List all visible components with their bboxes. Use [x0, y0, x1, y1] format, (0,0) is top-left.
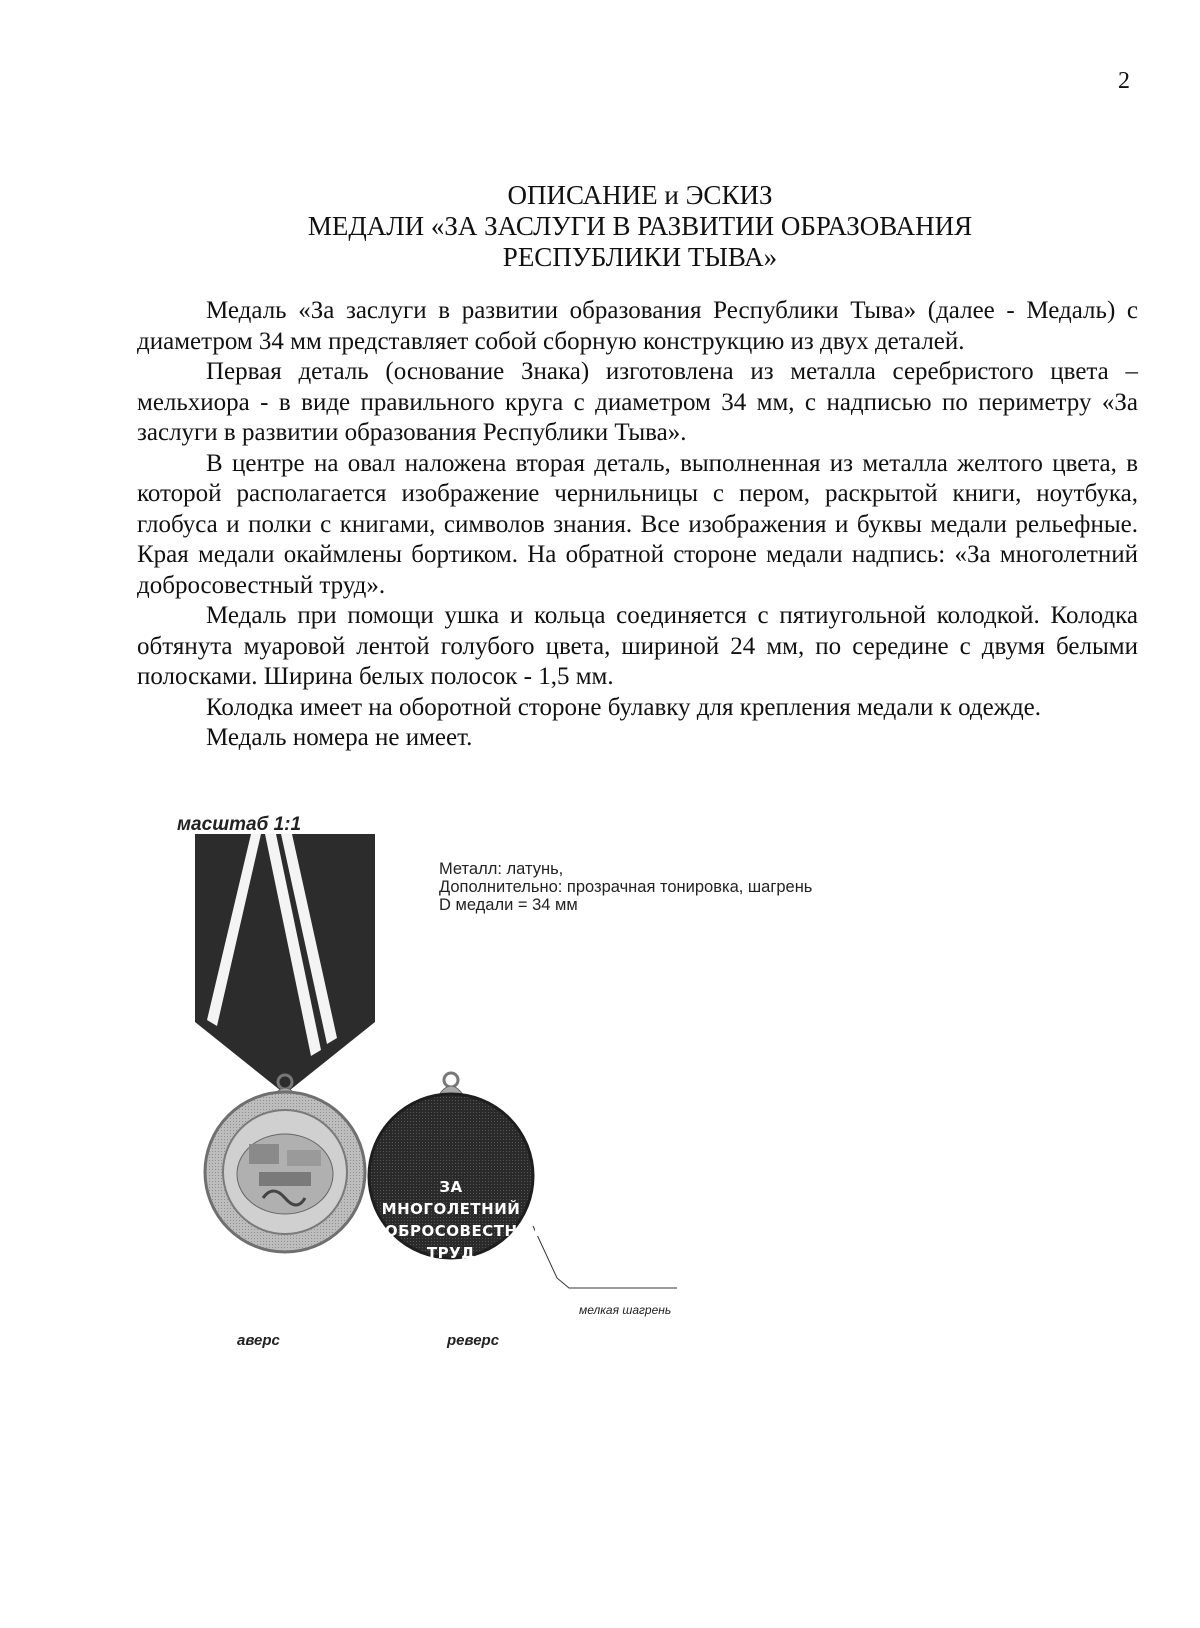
paragraph: Медаль номера не имеет.	[206, 724, 473, 751]
caption-reverse: реверс	[447, 1332, 500, 1349]
inscription-line: ТРУД	[426, 1244, 476, 1262]
paragraph: Первая деталь (основание Знака) изготовлена из металла серебристого цвета – мельхиора - в виде правильного круга с диаметром 34 мм, с надписью по периметру «За заслуги в развитии образования Республики Тыва».	[137, 358, 1138, 446]
reverse-inscription	[371, 1176, 547, 1264]
title-line-3: РЕСПУБЛИКИ ТЫВА»	[502, 242, 778, 272]
obverse-medal	[205, 1092, 365, 1252]
ribbon-block	[195, 834, 375, 1094]
paragraph: Колодка имеет на оборотной стороне булавку для крепления медали к одежде.	[206, 693, 1042, 721]
medal-sketch	[137, 800, 1117, 1360]
paragraph: В центре на овал наложена вторая деталь, выполненная из металла желтого цвета, в которой располагается изображение чернильницы с пером, раскрытой книги, ноутбука, глобуса и полки с книгами, символов знания. Все изображения и буквы медали рельефные. Края медали окаймлены бортиком. На обратной стороне медали надпись: «За многолетний добросовестный труд».	[137, 449, 1138, 599]
scale-label: масштаб 1:1	[177, 814, 302, 835]
description-body	[137, 296, 1138, 754]
inscription-line: ДОБРОСОВЕСТНЫЙ	[371, 1222, 547, 1240]
specs-block	[439, 860, 812, 914]
title-line-2: МЕДАЛИ «ЗА ЗАСЛУГИ В РАЗВИТИИ ОБРАЗОВАНИЯ	[307, 211, 973, 241]
caption-obverse: аверс	[237, 1332, 280, 1349]
inscription-line: ЗА МНОГОЛЕТНИЙ	[381, 1178, 521, 1218]
paragraph: Медаль при помощи ушка и кольца соединяется с пятиугольной колодкой. Колодка обтянута муаровой лентой голубого цвета, шириной 24 мм, по середине с двумя белыми полосками. Ширина белых полосок - 1,5 мм.	[137, 602, 1138, 690]
spec-line: Дополнительно: прозрачная тонировка, шагрень	[439, 878, 813, 896]
spec-line: D медали = 34 мм	[439, 896, 578, 914]
leader-line	[533, 1226, 677, 1288]
paragraph: Медаль «За заслуги в развитии образования Республики Тыва» (далее - Медаль) с диаметром 34 мм представляет собой сборную конструкцию из двух деталей.	[137, 297, 1138, 355]
caption-texture-note: мелкая шагрень	[579, 1303, 672, 1317]
title-line-1: ОПИСАНИЕ и ЭСКИЗ	[507, 180, 773, 210]
document-title	[120, 180, 1160, 273]
page-number: 2	[1118, 68, 1130, 94]
spec-line: Металл: латунь,	[439, 860, 564, 878]
